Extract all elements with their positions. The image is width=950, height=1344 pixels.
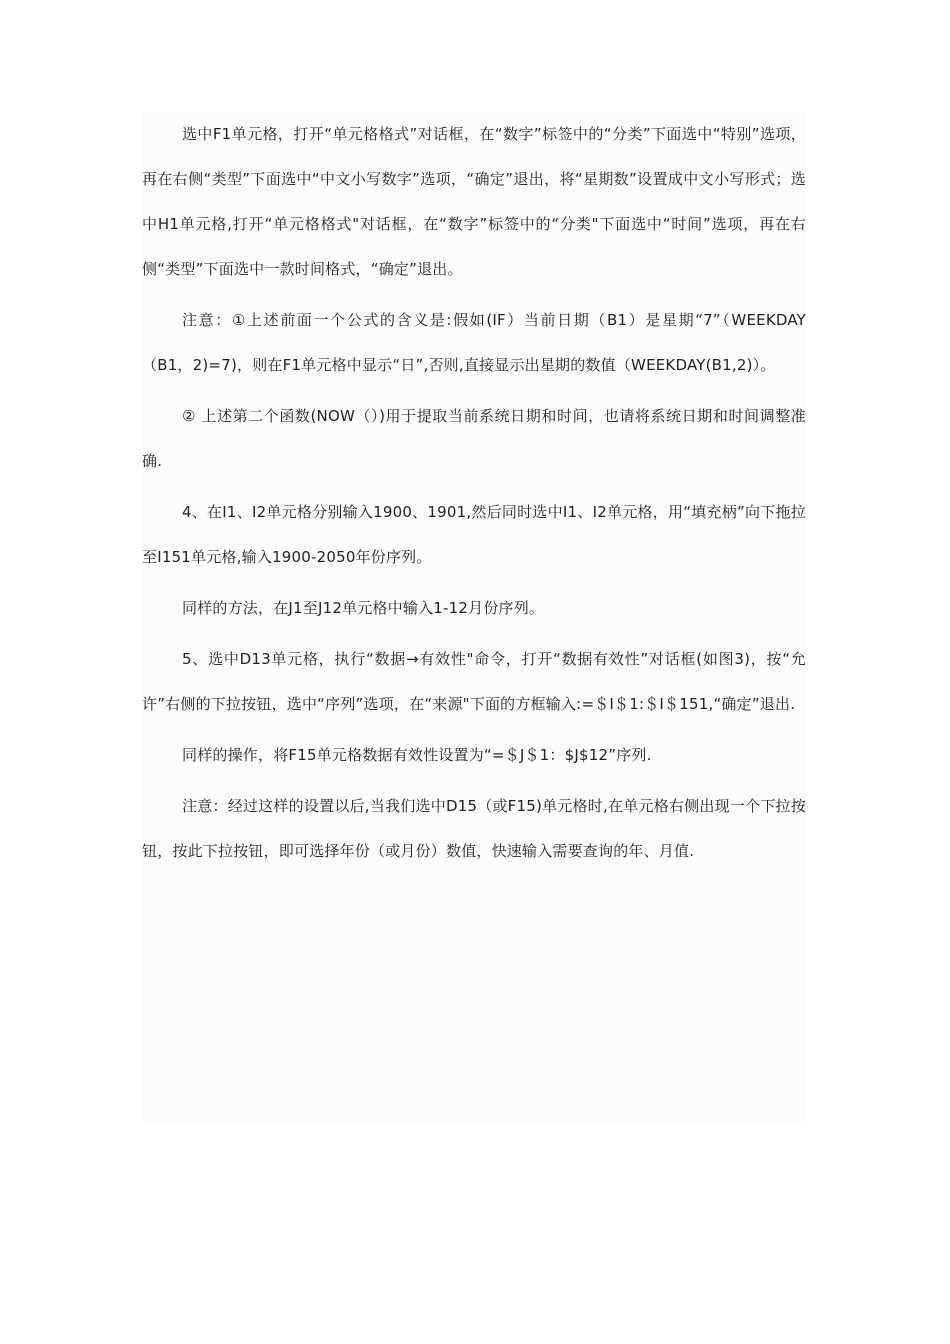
paragraph-f15-validation: 同样的操作，将F15单元格数据有效性设置为“=＄J＄1：$J$12”序列. xyxy=(182,746,652,764)
document-body xyxy=(142,112,806,1126)
paragraph-step-5-validation: 5、选中D13单元格，执行“数据→有效性"命令，打开“数据有效性”对话框(如图3)，按“允许”右侧的下拉按钮，选中“序列”选项，在“来源"下面的方框输入:=＄I＄1:＄I＄151,“确定”退出. xyxy=(142,650,806,713)
paragraph-note-now-function: ② 上述第二个函数(NOW（）)用于提取当前系统日期和时间，也请将系统日期和时间调整准确. xyxy=(142,407,806,470)
paragraph-month-series: 同样的方法，在J1至J12单元格中输入1-12月份序列。 xyxy=(182,599,545,617)
paragraph-step-4-year-series: 4、在I1、I2单元格分别输入1900、1901,然后同时选中I1、I2单元格，用“填充柄”向下拖拉至I151单元格,输入1900-2050年份序列。 xyxy=(142,503,806,566)
paragraph-note-formula: 注意：①上述前面一个公式的含义是:假如(IF）当前日期（B1）是星期“7”（WEEKDAY（B1，2)=7)，则在F1单元格中显示“日”,否则,直接显示出星期的数值（WEEKDAY(B1,2)）。 xyxy=(142,311,806,374)
paragraph-f1-h1-format: 选中F1单元格，打开“单元格格式”对话框，在“数字”标签中的“分类”下面选中“特别”选项，再在右侧“类型”下面选中“中文小写数字”选项，“确定”退出，将“星期数”设置成中文小写形式；选中H1单元格,打开“单元格格式"对话框，在“数字”标签中的“分类"下面选中“时间”选项，再在右侧“类型”下面选中一款时间格式，“确定”退出。 xyxy=(142,125,806,278)
paragraph-note-dropdown: 注意：经过这样的设置以后,当我们选中D15（或F15)单元格时,在单元格右侧出现一个下拉按钮，按此下拉按钮，即可选择年份（或月份）数值，快速输入需要查询的年、月值. xyxy=(142,797,806,860)
